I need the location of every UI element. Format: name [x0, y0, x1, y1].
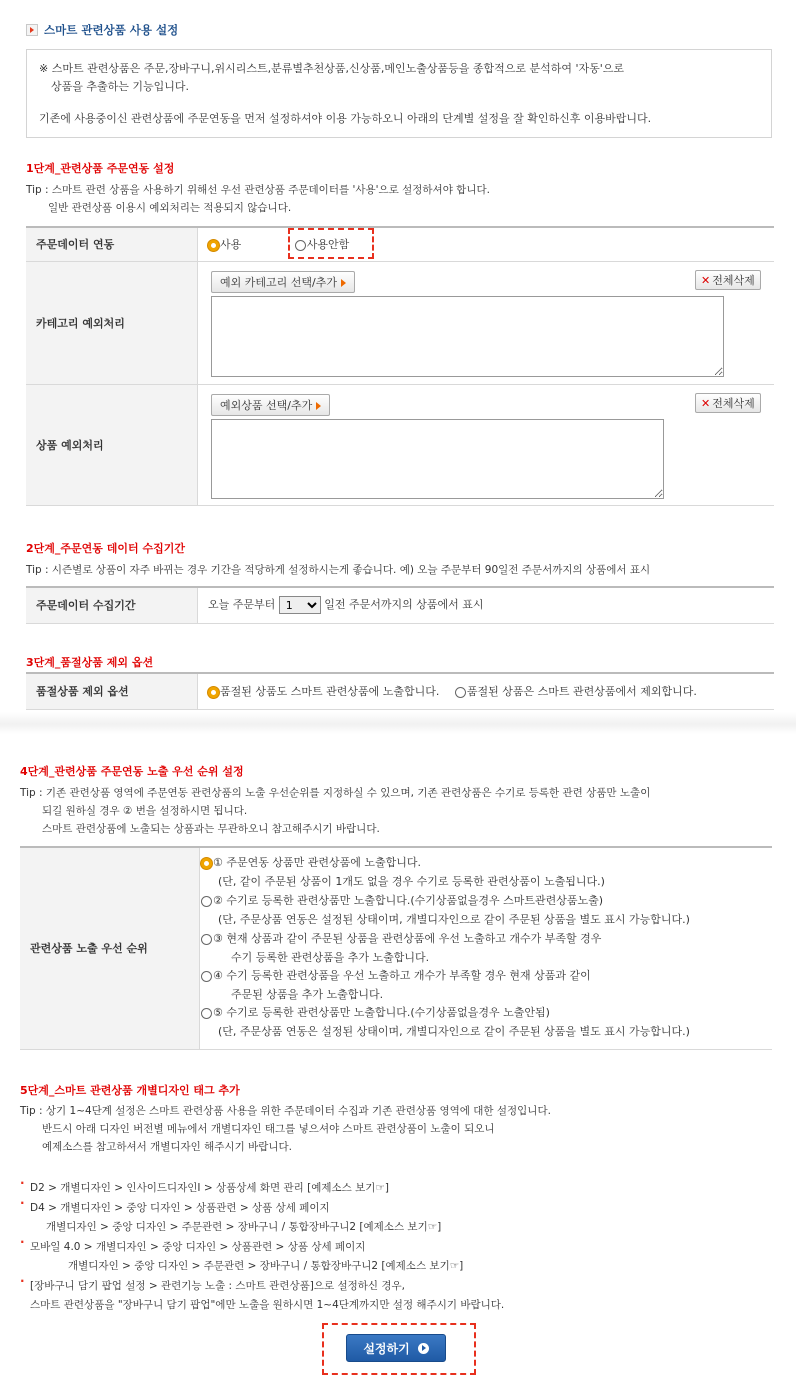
radio-use[interactable] — [208, 238, 241, 251]
option-text: ③ 현재 상품과 같이 주문된 상품을 관련상품에 우선 노출하고 개수가 부족할 경우 — [213, 932, 602, 945]
priority-option-3[interactable] — [201, 931, 601, 947]
radio-checked[interactable] — [208, 687, 219, 698]
notice-box — [26, 49, 772, 138]
category-add-label: 예외 카테고리 선택/추가 — [220, 276, 337, 289]
option-text: ① 주문연동 상품만 관련상품에 노출합니다. — [213, 856, 421, 869]
arrow-right-icon — [316, 402, 321, 410]
radio-use-label: 사용 — [220, 238, 242, 252]
notice-line: 기존에 사용중이신 관련상품에 주문연동을 먼저 설정하셔야 이용 가능하오니 아래의 단계별 설정을 잘 확인하신후 이용바랍니다. — [39, 112, 652, 125]
option-text: ② 수기로 등록한 관련상품만 노출합니다.(수기상품없을경우 스마트관련상품노출) — [213, 894, 604, 907]
guide-d4-cart[interactable]: 개별디자인 > 중앙 디자인 > 주문관련 > 장바구니 / 통합장바구니2 [예제소스 보기☞] — [46, 1221, 442, 1233]
bullet-icon: · — [20, 1176, 25, 1190]
radio-soldout-show[interactable] — [208, 685, 439, 698]
row-label-product-exception: 상품 예외처리 — [26, 384, 198, 505]
option-note: 수기 등록한 관련상품을 추가 노출합니다. — [231, 951, 430, 964]
radio-checked[interactable] — [201, 858, 212, 869]
step4-tip: 되길 원하실 경우 ② 번을 설정하시면 됩니다. — [42, 805, 248, 817]
play-circle-icon — [418, 1343, 429, 1354]
period-prefix: 오늘 주문부터 — [208, 598, 276, 612]
option-note: (단, 주문상품 연동은 설정된 상태이며, 개별디자인으로 같이 주문된 상품을 별도 표시 가능합니다.) — [218, 913, 690, 926]
step2-tip: Tip : 시즌별로 상품이 자주 바뀌는 경우 기간을 적당하게 설정하시는게 좋습니다. 예) 오늘 주문부터 90일전 주문서까지의 상품에서 표시 — [26, 564, 651, 576]
period-select[interactable] — [279, 596, 321, 614]
radio-nouse-label: 사용안함 — [306, 238, 350, 252]
soldout-hide-label: 품절된 상품은 스마트 관련상품에서 제외합니다. — [466, 685, 697, 699]
step4-title: 4단계_관련상품 주문연동 노출 우선 순위 설정 — [20, 765, 244, 778]
product-delete-all-button[interactable] — [695, 393, 761, 413]
radio-unchecked[interactable] — [201, 896, 212, 907]
row-label-soldout: 품절상품 제외 옵션 — [26, 673, 198, 709]
product-exception-textarea[interactable] — [211, 419, 664, 499]
row-label-collect-period: 주문데이터 수집기간 — [26, 587, 198, 623]
step1-title: 1단계_관련상품 주문연동 설정 — [26, 162, 175, 175]
bullet-icon: · — [20, 1235, 25, 1249]
row-label-category-exception: 카테고리 예외처리 — [26, 261, 198, 384]
row-label-order-data: 주문데이터 연동 — [26, 227, 198, 261]
step3-table — [26, 672, 774, 710]
step5-tip: Tip : 상기 1~4단계 설정은 스마트 관련상품 사용을 위한 주문데이터 수집과 기존 관련상품 영역에 대한 설정입니다. — [20, 1105, 551, 1117]
step4-tip: Tip : 기존 관련상품 영역에 주문연동 관련상품의 노출 우선순위를 지정하실 수 있으며, 기존 관련상품은 수기로 등록한 관련 상품만 노출이 — [20, 787, 651, 799]
step1-tip: Tip : 스마트 관련 상품을 사용하기 위해선 우선 관련상품 주문데이터를 '사용'으로 설정하셔야 합니다. — [26, 184, 490, 196]
close-icon: ✕ — [701, 274, 711, 287]
radio-unchecked[interactable] — [201, 1008, 212, 1019]
guide-mobile-cart[interactable]: 개별디자인 > 중앙 디자인 > 주문관련 > 장바구니 / 통합장바구니2 [예제소스 보기☞] — [68, 1260, 464, 1272]
step4-tip: 스마트 관련상품에 노출되는 상품과는 무관하오니 참고해주시기 바랍니다. — [42, 823, 380, 835]
radio-use-checked[interactable] — [208, 240, 219, 251]
radio-unchecked[interactable] — [201, 971, 212, 982]
product-add-label: 예외상품 선택/추가 — [220, 399, 313, 412]
soldout-show-label: 품절된 상품도 스마트 관련상품에 노출합니다. — [220, 685, 440, 699]
period-suffix: 일전 주문서까지의 상품에서 표시 — [324, 598, 484, 612]
step5-tip: 반드시 아래 디자인 버전별 메뉴에서 개별디자인 태그를 넣으셔야 스마트 관련상품이 노출이 되오니 — [42, 1123, 495, 1135]
arrow-right-icon — [341, 279, 346, 287]
section-divider — [0, 712, 796, 734]
priority-option-1[interactable] — [201, 855, 421, 871]
option-note: (단, 같이 주문된 상품이 1개도 없을 경우 수기로 등록한 관련상품이 노출됩니다.) — [218, 875, 605, 888]
category-delete-all-button[interactable] — [695, 270, 761, 290]
guide-d4: D4 > 개별디자인 > 중앙 디자인 > 상품관련 > 상품 상세 페이지 — [30, 1202, 330, 1214]
row-label-priority: 관련상품 노출 우선 순위 — [20, 847, 200, 1049]
step2-title: 2단계_주문연동 데이터 수집기간 — [26, 542, 185, 555]
radio-unchecked[interactable] — [201, 934, 212, 945]
radio-soldout-hide[interactable] — [455, 685, 697, 698]
option-note: (단, 주문상품 연동은 설정된 상태이며, 개별디자인으로 같이 주문된 상품을 별도 표시 가능합니다.) — [218, 1025, 690, 1038]
priority-option-2[interactable] — [201, 893, 603, 909]
step1-tip: 일반 관련상품 이용시 예외처리는 적용되지 않습니다. — [48, 202, 292, 214]
step5-title: 5단계_스마트 관련상품 개별디자인 태그 추가 — [20, 1084, 240, 1097]
step5-tip: 예제소스를 참고하셔서 개별디자인 해주시기 바랍니다. — [42, 1141, 292, 1153]
step2-table — [26, 586, 774, 624]
priority-option-4[interactable] — [201, 968, 591, 984]
priority-option-5[interactable] — [201, 1005, 550, 1021]
notice-line: 상품을 추출하는 기능입니다. — [51, 80, 190, 93]
section-title — [26, 22, 178, 38]
guide-cart-popup-note: 스마트 관련상품을 "장바구니 담기 팝업"에만 노출을 원하시면 1~4단계까지만 설정 해주시기 바랍니다. — [30, 1299, 505, 1311]
option-text: ④ 수기 등록한 관련상품을 우선 노출하고 개수가 부족할 경우 현재 상품과 같이 — [213, 969, 591, 982]
delete-all-label: 전체삭제 — [712, 274, 755, 287]
guide-cart-popup: [장바구니 담기 팝업 설정 > 관련기능 노출 : 스마트 관련상품]으로 설정하신 경우, — [30, 1280, 406, 1292]
save-button[interactable] — [346, 1334, 446, 1362]
delete-all-label: 전체삭제 — [712, 397, 755, 410]
option-text: ⑤ 수기로 등록한 관련상품만 노출합니다.(수기상품없을경우 노출안됨) — [213, 1006, 550, 1019]
highlight-nouse — [288, 228, 374, 259]
option-note: 주문된 상품을 추가 노출합니다. — [231, 988, 384, 1001]
notice-line: ※ 스마트 관련상품은 주문,장바구니,위시리스트,분류별추천상품,신상품,메인노출상품등을 종합적으로 분석하여 '자동'으로 — [39, 62, 625, 75]
page-title: 스마트 관련상품 사용 설정 — [44, 23, 179, 37]
bullet-icon: · — [20, 1196, 25, 1210]
radio-unchecked[interactable] — [455, 687, 466, 698]
category-add-button[interactable] — [211, 271, 355, 293]
title-bullet-icon — [26, 24, 38, 36]
bullet-icon: · — [20, 1274, 25, 1288]
guide-d2[interactable]: D2 > 개별디자인 > 인사이드디자인I > 상품상세 화면 관리 [예제소스 보기☞] — [30, 1182, 389, 1194]
close-icon: ✕ — [701, 397, 711, 410]
product-add-button[interactable] — [211, 394, 330, 416]
category-exception-textarea[interactable] — [211, 296, 724, 377]
guide-mobile: 모바일 4.0 > 개별디자인 > 중앙 디자인 > 상품관련 > 상품 상세 페이지 — [30, 1241, 366, 1253]
save-label: 설정하기 — [363, 1341, 410, 1356]
step3-title: 3단계_품절상품 제외 옵션 — [26, 656, 154, 669]
